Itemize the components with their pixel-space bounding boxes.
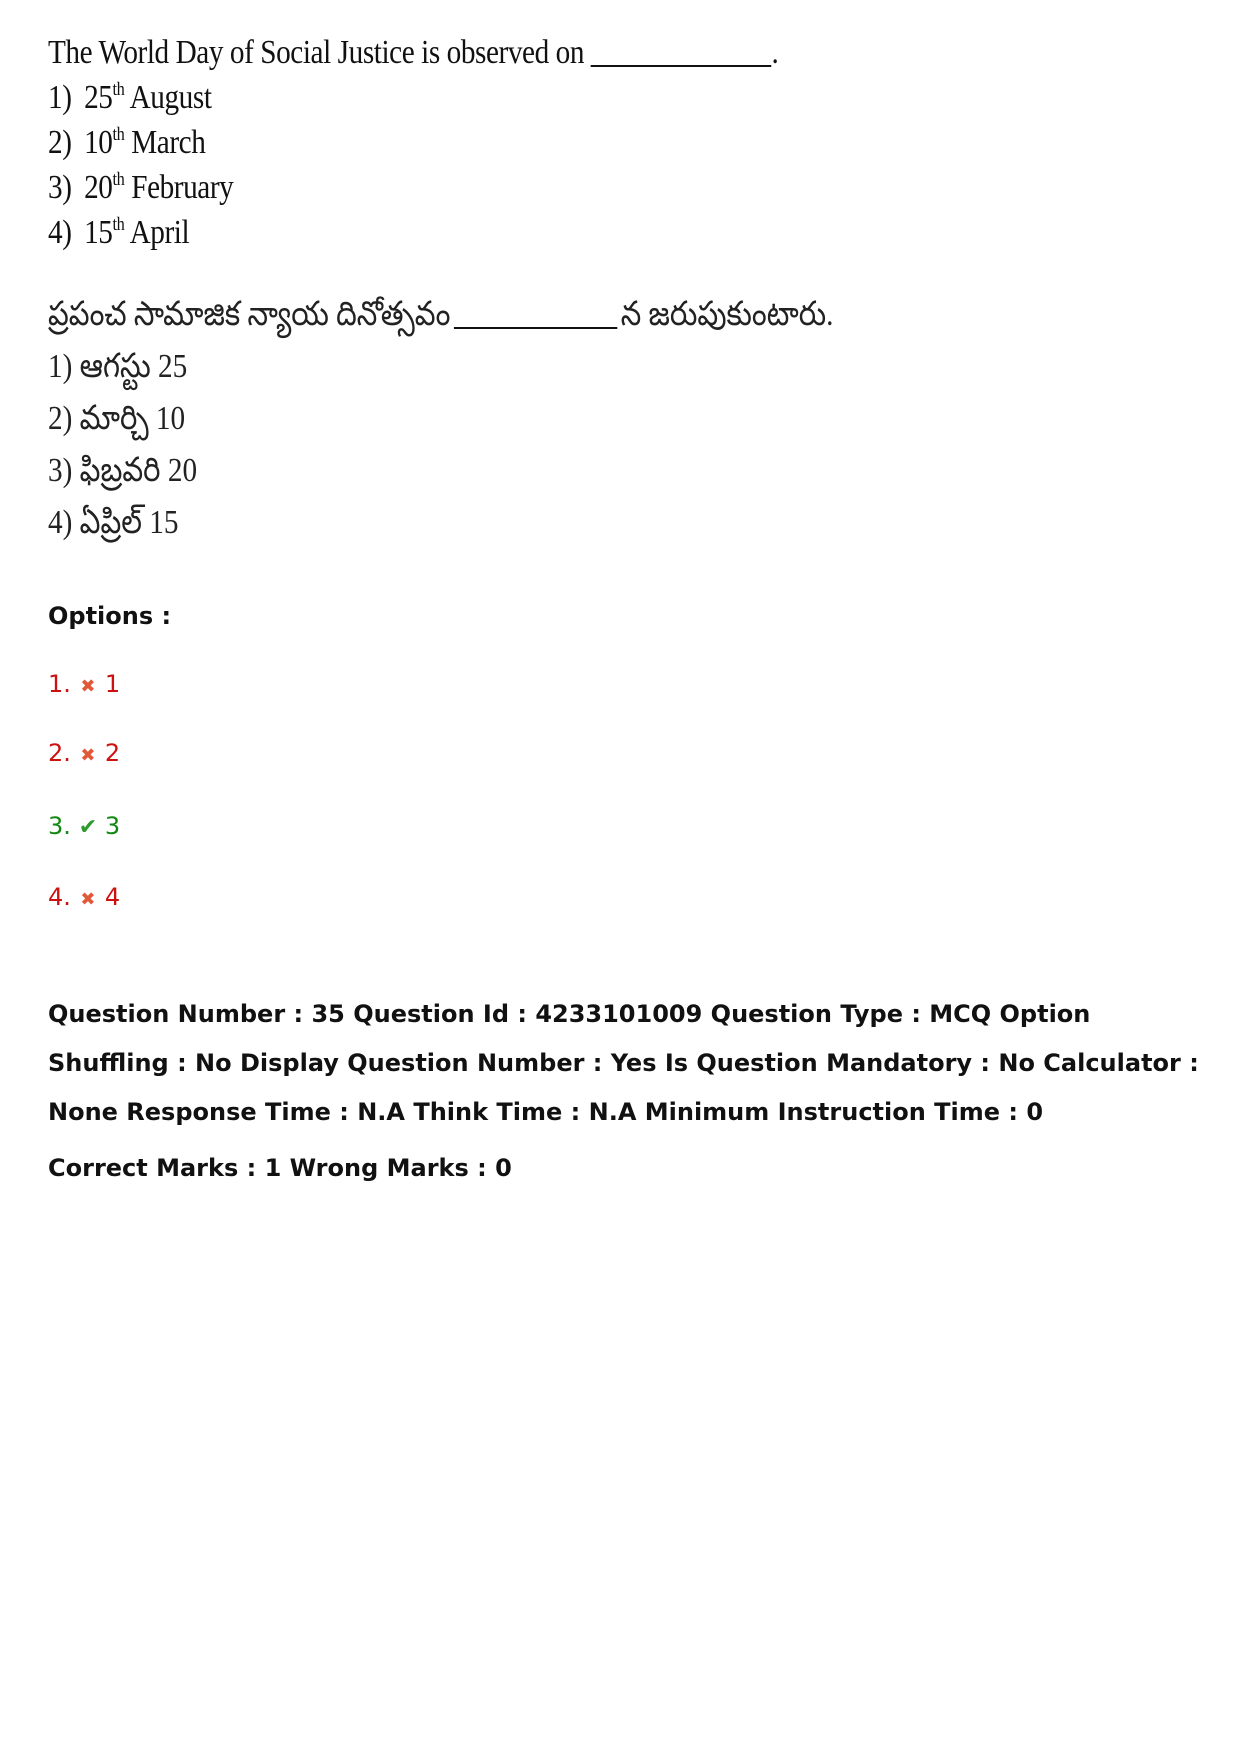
question-option-english: 2) 10th March xyxy=(48,124,206,161)
question-option-telugu: 2) మార్చి 10 xyxy=(48,400,186,437)
question-stem-telugu: ప్రపంచ సామాజిక న్యాయ దినోత్సవం న జరుపుకుంటారు. xyxy=(48,296,834,333)
answer-option-4: 4. ✖ 4 xyxy=(48,883,121,911)
cross-icon: ✖ xyxy=(80,889,96,910)
answer-option-2: 2. ✖ 2 xyxy=(48,739,121,767)
answer-blank xyxy=(591,35,772,67)
options-heading: Options : xyxy=(48,602,172,630)
question-option-telugu: 3) ఫిబ్రవరి 20 xyxy=(48,452,198,489)
question-option-telugu: 4) ఏప్రిల్ 15 xyxy=(48,504,179,541)
cross-icon: ✖ xyxy=(80,745,96,766)
question-english xyxy=(48,30,839,255)
answer-option-1: 1. ✖ 1 xyxy=(48,670,121,698)
check-icon: ✔ xyxy=(78,815,98,840)
question-stem-english: The World Day of Social Justice is observed on . xyxy=(48,34,779,71)
question-metadata: Question Number : 35 Question Id : 4233101009 Question Type : MCQ Option Shuffling : No Display Question Number : Yes Is Question Mandatory : No Calculator : None Response Time : N.A Think Time : N.A Minimum Instruction Time : 0 xyxy=(48,1000,1199,1126)
question-option-english: 1) 25th August xyxy=(48,79,212,116)
question-image xyxy=(48,30,968,549)
cross-icon: ✖ xyxy=(80,676,96,697)
answer-blank xyxy=(454,297,617,329)
answer-option-3: 3. ✔ 3 xyxy=(48,812,121,840)
question-option-english: 3) 20th February xyxy=(48,169,234,206)
question-option-english: 4) 15th April xyxy=(48,214,190,251)
question-telugu xyxy=(48,289,839,549)
question-option-telugu: 1) ఆగస్టు 25 xyxy=(48,348,188,385)
marks-info: Correct Marks : 1 Wrong Marks : 0 xyxy=(48,1154,512,1182)
